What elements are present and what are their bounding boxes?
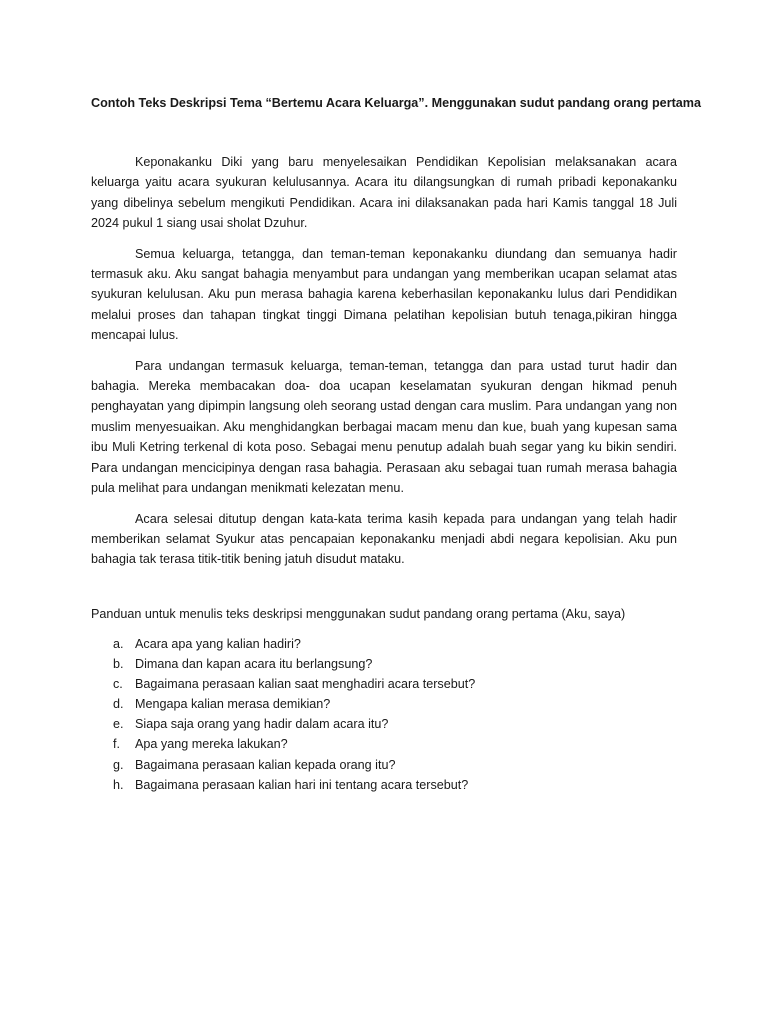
list-item xyxy=(91,694,691,714)
list-item-letter: h. xyxy=(113,777,124,792)
list-item xyxy=(91,714,691,734)
list-item-letter: e. xyxy=(113,717,124,732)
list-item-text: Apa yang mereka lakukan? xyxy=(135,737,288,752)
list-item-text: Bagaimana perasaan kalian kepada orang itu? xyxy=(135,757,396,772)
list-item-letter: g. xyxy=(113,757,124,772)
list-item-text: Mengapa kalian merasa demikian? xyxy=(135,697,331,712)
list-item xyxy=(91,674,691,694)
list-item xyxy=(91,654,691,674)
list-item-text: Acara apa yang kalian hadiri? xyxy=(135,637,301,651)
list-item-text: Bagaimana perasaan kalian saat menghadiri acara tersebut? xyxy=(135,677,476,692)
question-list xyxy=(91,634,691,795)
list-item-text: Bagaimana perasaan kalian hari ini tentang acara tersebut? xyxy=(135,777,469,792)
list-item-text: Dimana dan kapan acara itu berlangsung? xyxy=(135,657,373,672)
guide-heading: Panduan untuk menulis teks deskripsi menggunakan sudut pandang orang pertama (Aku, saya) xyxy=(91,607,626,621)
list-item-letter: a. xyxy=(113,637,124,651)
paragraph-2: Semua keluarga, tetangga, dan teman-teman keponakanku diundang dan semuanya hadir termasuk aku. Aku sangat bahagia menyambut para undangan yang memberikan ucapan selamat atas syukuran kelulusan. Aku pun merasa bahagia karena keberhasilan keponakanku lulus dari Pendidikan melalui proses dan tahapan tingkat tinggi Dimana pelatihan kepolisian butuh tenaga,pikiran hingga mencapai lulus. xyxy=(91,246,677,343)
paragraph-3: Para undangan termasuk keluarga, teman-teman, tetangga dan para ustad turut hadir dan bahagia. Mereka membacakan doa- doa ucapan keselamatan syukuran dengan hikmad penuh penghayatan yang dipimpin langsung oleh seorang ustad dengan cara muslim. Para undangan yang non muslim menyesuaikan. Aku menghidangkan berbagai macam menu dan kue, buah yang kupesan sama ibu Muli Ketring terkenal di kota poso. Sebagai menu penutup adalah buah segar yang ku bikin sendiri. Para undangan mencicipinya dengan rasa bahagia. Perasaan aku sebagai tuan rumah merasa bahagia pula melihat para undangan menikmati kelezatan menu. xyxy=(91,358,677,496)
list-item xyxy=(91,634,691,654)
document-body xyxy=(91,152,677,580)
list-item-letter: b. xyxy=(113,657,124,672)
paragraph-4: Acara selesai ditutup dengan kata-kata terima kasih kepada para undangan yang telah hadir memberikan selamat Syukur atas pencapaian keponakanku menjadi abdi negara kepolisian. Aku pun bahagia tak terasa titik-titik bening jatuh disudut mataku. xyxy=(91,511,677,567)
list-item-letter: c. xyxy=(113,677,123,692)
list-item-letter: f. xyxy=(113,737,120,752)
paragraph-1: Keponakanku Diki yang baru menyelesaikan Pendidikan Kepolisian melaksanakan acara keluarga yaitu acara syukuran kelulusannya. Acara itu dilangsungkan di rumah pribadi keponakanku yang dibelinya sebelum mengikuti Pendidikan. Acara ini dilaksanakan pada hari Kamis tanggal 18 Juli 2024 pukul 1 siang usai sholat Dzuhur. xyxy=(91,155,677,231)
list-item xyxy=(91,775,691,795)
list-item xyxy=(91,755,691,775)
document-title: Contoh Teks Deskripsi Tema “Bertemu Acara Keluarga”. Menggunakan sudut pandang orang pertama xyxy=(91,96,701,110)
list-item-text: Siapa saja orang yang hadir dalam acara itu? xyxy=(135,717,389,732)
list-item-letter: d. xyxy=(113,697,124,712)
list-item xyxy=(91,734,691,754)
